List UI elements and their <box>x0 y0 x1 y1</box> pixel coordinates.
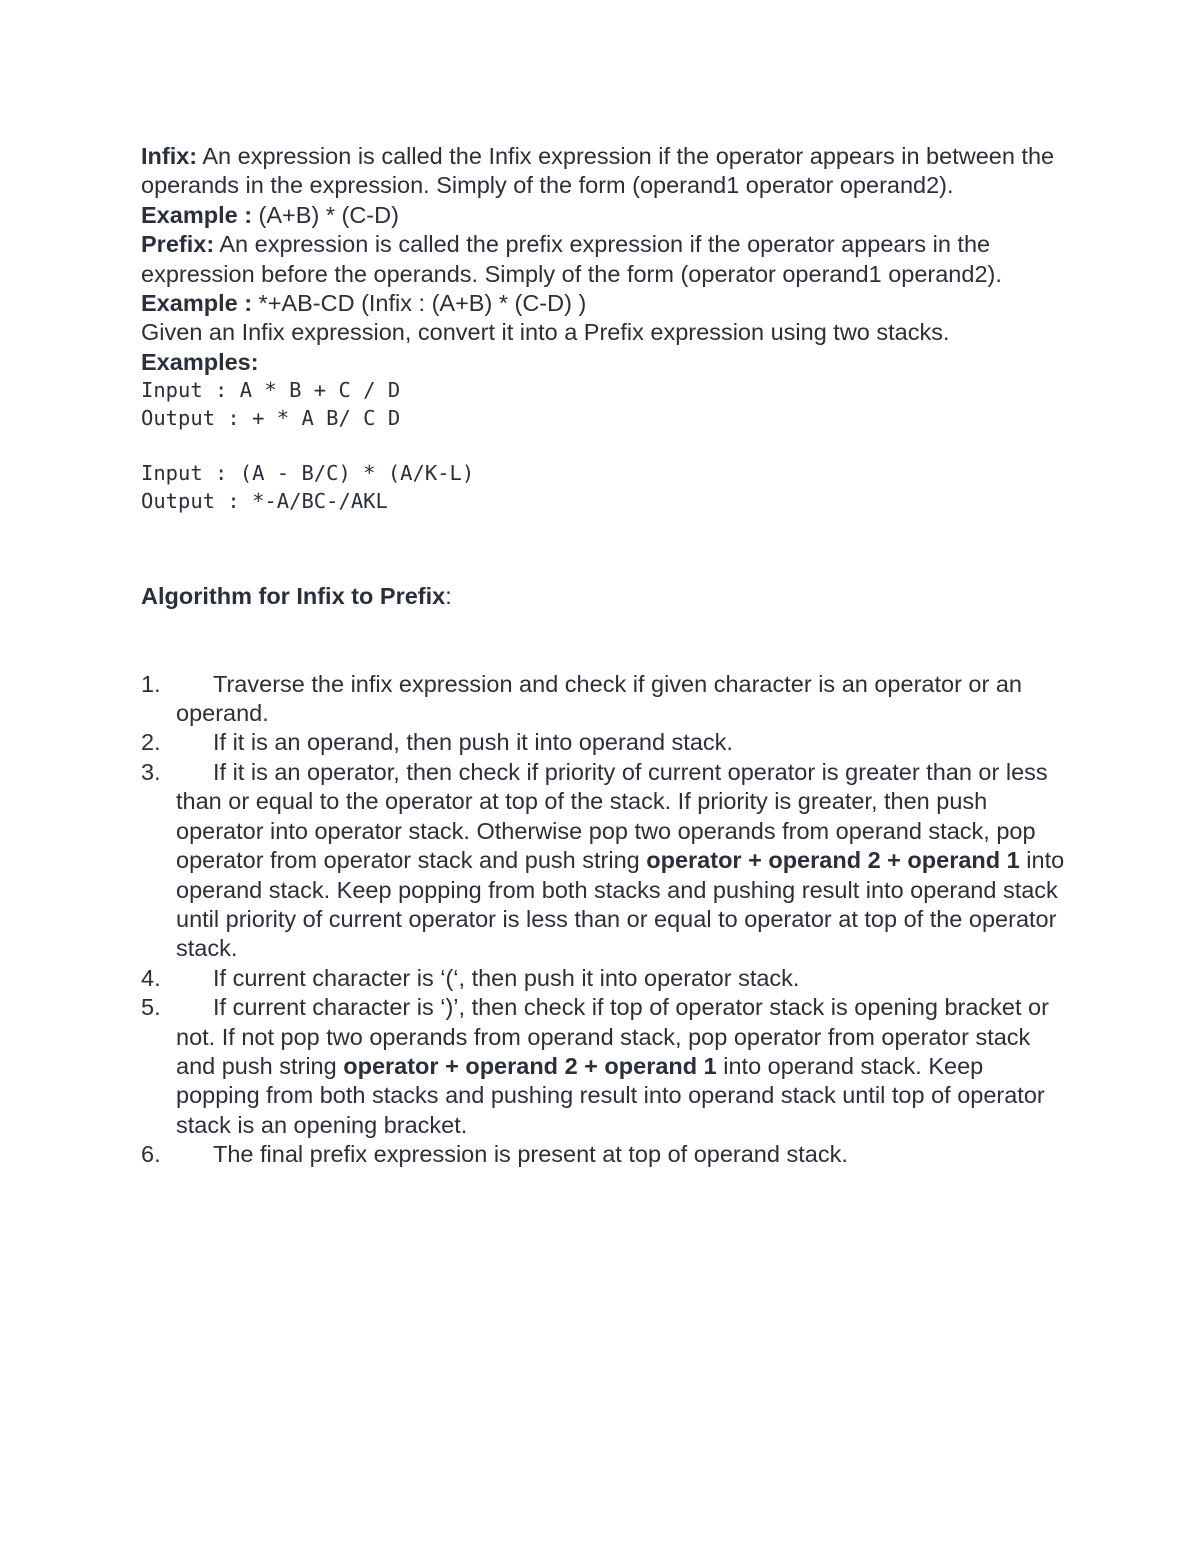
step-text: into operand stack. Keep popping from both stacks and pushing result into operand stack until top of operator stack is an opening bracket. <box>176 1052 1045 1138</box>
algorithm-steps <box>141 670 1071 1170</box>
algorithm-step <box>141 728 1071 757</box>
algorithm-step <box>141 758 1071 964</box>
examples-heading <box>141 348 1071 377</box>
step-text: If it is an operand, then push it into operand stack. <box>213 729 733 756</box>
infix-example-label: Example : <box>141 201 253 228</box>
prefix-example-text: *+AB-CD (Infix : (A+B) * (C-D) ) <box>252 290 587 317</box>
step-text: If current character is ‘)’, then check if top of operator stack is opening bracket or not. If not pop two operands from operand stack, pop operator from operator stack and push string <box>176 994 1049 1079</box>
document-page <box>141 142 1071 1186</box>
step-text: If current character is ‘(‘, then push it into operator stack. <box>213 964 800 991</box>
step-number: 2. <box>141 729 161 756</box>
example-output: Output : *-A/BC-/AKL <box>141 488 388 513</box>
algorithm-step <box>141 670 1071 729</box>
example-output: Output : + * A B/ C D <box>141 405 401 430</box>
algorithm-step <box>141 964 1071 993</box>
step-number: 3. <box>141 758 161 785</box>
task-statement: Given an Infix expression, convert it into a Prefix expression using two stacks. <box>141 319 950 346</box>
code-examples <box>141 377 1071 515</box>
prefix-example-label: Example : <box>141 290 253 317</box>
code-spacer <box>141 432 1071 460</box>
example-input: Input : A * B + C / D <box>141 378 401 403</box>
algorithm-step <box>141 1140 1071 1169</box>
infix-example-text: (A+B) * (C-D) <box>252 201 399 228</box>
step-text: into operand stack. Keep popping from both stacks and pushing result into operand stack until priority of current operator is less than or equal to operator at top of the operator stack. <box>176 847 1065 962</box>
infix-definition <box>141 142 1071 201</box>
step-number: 4. <box>141 964 161 991</box>
prefix-term: Prefix: <box>141 231 215 258</box>
algorithm-title-text: Algorithm for Infix to Prefix <box>141 583 446 610</box>
algorithm-title <box>141 582 1071 611</box>
step-emphasis: operator + operand 2 + operand 1 <box>343 1052 717 1079</box>
prefix-definition <box>141 230 1071 289</box>
examples-heading-text: Examples: <box>141 348 259 375</box>
prefix-example <box>141 289 1071 318</box>
step-number: 6. <box>141 1141 161 1168</box>
algorithm-step <box>141 993 1071 1140</box>
step-text: If it is an operator, then check if priority of current operator is greater than or less than or equal to the operator at top of the stack. If priority is greater, then push operator into operator stack. Otherwise pop two operands from operand stack, pop operator from operator stack and push string <box>176 758 1048 874</box>
infix-example <box>141 201 1071 230</box>
example-input: Input : (A - B/C) * (A/K-L) <box>141 461 475 486</box>
infix-term: Infix: <box>141 143 198 169</box>
algorithm-title-colon: : <box>445 583 452 610</box>
prefix-text: An expression is called the prefix expression if the operator appears in the expression before the operands. Simply of the form (operator operand1 operand2). <box>141 231 1002 287</box>
step-emphasis: operator + operand 2 + operand 1 <box>646 847 1020 874</box>
step-number: 5. <box>141 994 161 1021</box>
step-text: The final prefix expression is present at top of operand stack. <box>213 1141 848 1168</box>
infix-text: An expression is called the Infix expression if the operator appears in between the operands in the expression. Simply of the form (operand1 operator operand2). <box>141 143 1055 199</box>
step-number: 1. <box>141 670 161 697</box>
step-text: Traverse the infix expression and check if given character is an operator or an operand. <box>176 670 1022 727</box>
